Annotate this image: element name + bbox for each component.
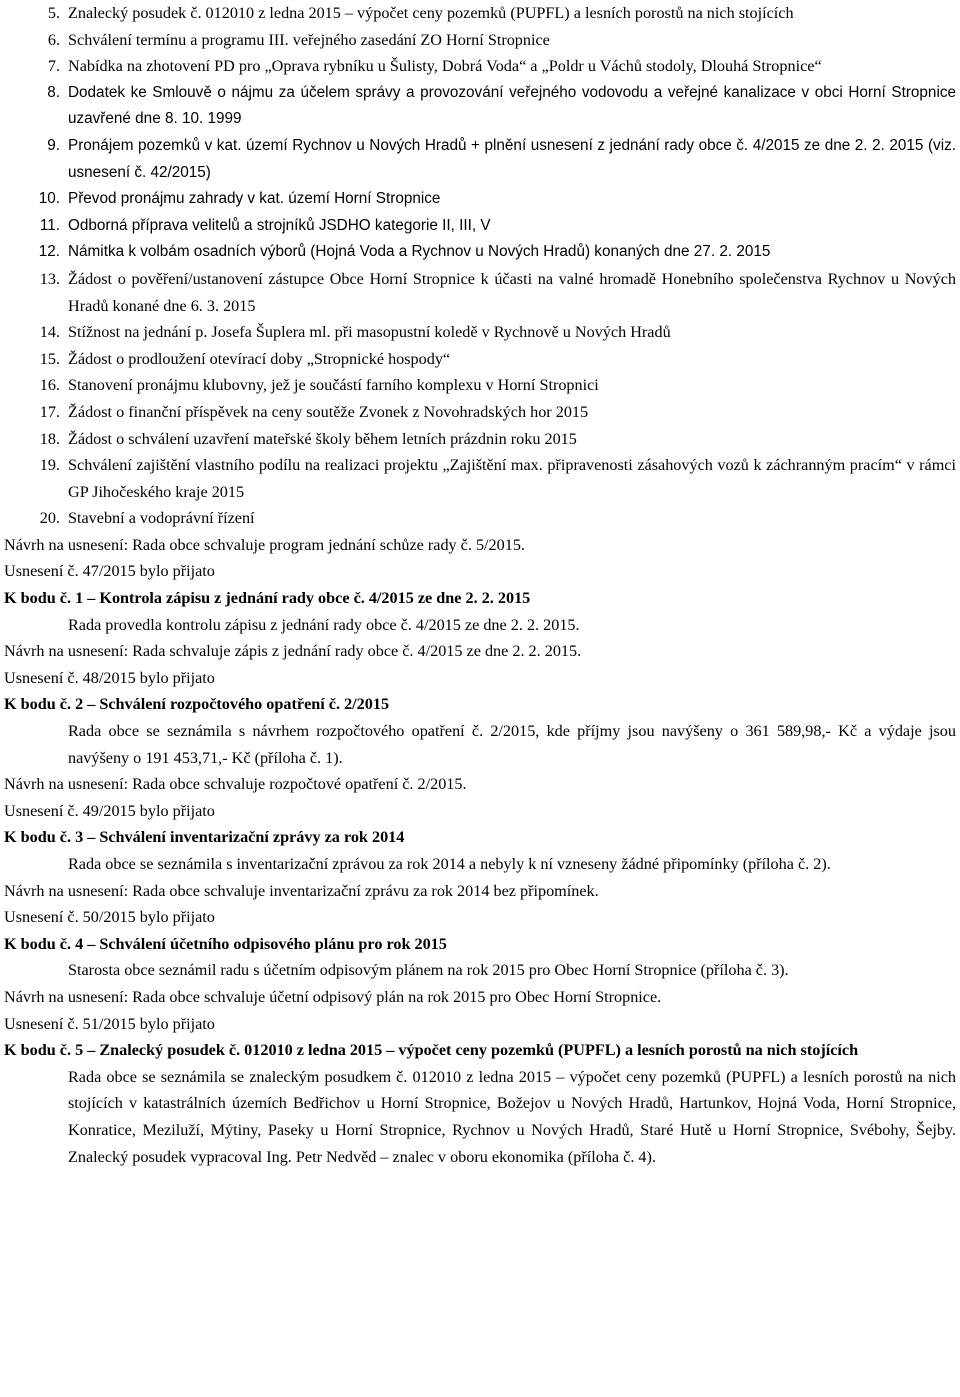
agenda-item-text: Převod pronájmu zahrady v kat. území Horní Stropnice (68, 190, 441, 208)
agenda-item-number: 7. (47, 57, 60, 76)
agenda-item (4, 239, 956, 266)
agenda-item-number: 14. (39, 323, 60, 342)
item-body: Rada obce se seznámila se znaleckým posudkem č. 012010 z ledna 2015 – výpočet ceny pozemků (PUPFL) a lesních porostů na nich stojících v katastrálních územích Bedřichov u Horní Stropnice, Božejov u Nových Hradů, Hartunkov, Hojná Voda, Horní Stropnice, Konratice, Meziluží, Mýtiny, Paseky u Horní Stropnice, Rychnov u Nových Hradů, Staré Hutě u Horní Stropnice, Svébohy, Šejby. Znalecký posudek vypracoval Ing. Petr Nedvěd – znalec v oboru ekonomika (příloha č. 4). (68, 1067, 956, 1166)
agenda-item-number: 6. (47, 30, 60, 49)
item-heading: K bodu č. 4 – Schválení účetního odpisového plánu pro rok 2015 (4, 934, 447, 953)
agenda-item (4, 0, 956, 27)
program-proposal: Návrh na usnesení: Rada obce schvaluje program jednání schůze rady č. 5/2015. (4, 535, 525, 554)
agenda-item-text: Stížnost na jednání p. Josefa Šuplera ml. při masopustní koledě v Rychnově u Nových Hradů (68, 323, 671, 342)
item-body: Rada obce se seznámila s návrhem rozpočtového opatření č. 2/2015, kde příjmy jsou navýšeny o 361 589,98,- Kč a výdaje jsou navýšeny o 191 453,71,- Kč (příloha č. 1). (68, 722, 956, 767)
agenda-item-number: 5. (47, 4, 60, 22)
agenda-item (4, 319, 956, 346)
agenda-item-number: 13. (39, 269, 60, 288)
agenda-list (4, 0, 956, 532)
agenda-item (4, 186, 956, 213)
item-body: Rada provedla kontrolu zápisu z jednání rady obce č. 4/2015 ze dne 2. 2. 2015. (68, 615, 580, 634)
agenda-item-text: Žádost o schválení uzavření mateřské školy během letních prázdnin roku 2015 (68, 429, 577, 448)
agenda-item (4, 399, 956, 426)
item-heading: K bodu č. 2 – Schválení rozpočtového opatření č. 2/2015 (4, 695, 390, 714)
agenda-item-number: 12. (38, 243, 60, 261)
agenda-item (4, 27, 956, 54)
agenda-item (4, 213, 956, 240)
agenda-item-text: Stavební a vodoprávní řízení (68, 509, 255, 528)
agenda-item-text: Znalecký posudek č. 012010 z ledna 2015 – výpočet ceny pozemků (PUPFL) a lesních porostů na nich stojících (68, 4, 794, 22)
agenda-item (4, 346, 956, 373)
agenda-item-text: Žádost o finanční příspěvek na ceny soutěže Zvonek z Novohradských hor 2015 (68, 402, 589, 421)
agenda-item (4, 53, 956, 80)
agenda-item (4, 80, 956, 133)
item-proposal: Návrh na usnesení: Rada obce schvaluje účetní odpisový plán na rok 2015 pro Obec Horní Stropnice. (4, 987, 662, 1006)
agenda-item-text: Schválení zajištění vlastního podílu na realizaci projektu „Zajištění max. připravenosti zásahových vozů k záchranným pracím“ v rámci GP Jihočeského kraje 2015 (68, 456, 956, 501)
item-heading: K bodu č. 3 – Schválení inventarizační zprávy za rok 2014 (4, 828, 405, 847)
item-body: Starosta obce seznámil radu s účetním odpisovým plánem na rok 2015 pro Obec Horní Stropnice (příloha č. 3). (68, 961, 789, 980)
agenda-item-number: 15. (39, 349, 60, 368)
agenda-item (4, 133, 956, 186)
item-3-section (4, 824, 956, 930)
agenda-item (4, 372, 956, 399)
agenda-item-text: Schválení termínu a programu III. veřejného zasedání ZO Horní Stropnice (68, 30, 550, 49)
agenda-item (4, 426, 956, 453)
agenda-item-number: 9. (47, 136, 60, 154)
agenda-item-text: Námitka k volbám osadních výborů (Hojná Voda a Rychnov u Nových Hradů) konaných dne 27. 2. 2015 (68, 243, 771, 261)
agenda-item-text: Žádost o prodloužení otevírací doby „Stropnické hospody“ (68, 349, 451, 368)
agenda-item-number: 11. (39, 216, 60, 234)
agenda-item-text: Žádost o pověření/ustanovení zástupce Obce Horní Stropnice k účasti na valné hromadě Honebního společenstva Rychnov u Nových Hradů konané dne 6. 3. 2015 (68, 269, 956, 315)
item-resolution: Usnesení č. 51/2015 bylo přijato (4, 1014, 215, 1033)
agenda-item (4, 266, 956, 319)
agenda-item (4, 452, 956, 505)
agenda-item (4, 505, 956, 532)
agenda-item-number: 20. (39, 509, 60, 528)
agenda-item-text: Stanovení pronájmu klubovny, jež je součástí farního komplexu v Horní Stropnici (68, 376, 599, 395)
item-resolution: Usnesení č. 50/2015 bylo přijato (4, 908, 215, 927)
item-4-section (4, 931, 956, 1037)
item-1-section (4, 585, 956, 691)
agenda-item-number: 10. (38, 190, 60, 208)
agenda-item-number: 19. (39, 456, 60, 475)
item-heading: K bodu č. 1 – Kontrola zápisu z jednání rady obce č. 4/2015 ze dne 2. 2. 2015 (4, 589, 531, 608)
item-proposal: Návrh na usnesení: Rada obce schvaluje rozpočtové opatření č. 2/2015. (4, 775, 467, 794)
item-proposal: Návrh na usnesení: Rada obce schvaluje inventarizační zprávu za rok 2014 bez připomínek. (4, 881, 599, 900)
item-2-section (4, 691, 956, 824)
item-body: Rada obce se seznámila s inventarizační zprávou za rok 2014 a nebyly k ní vzneseny žádné připomínky (příloha č. 2). (68, 855, 831, 873)
item-heading: K bodu č. 5 – Znalecký posudek č. 012010 z ledna 2015 – výpočet ceny pozemků (PUPFL) a lesních porostů na nich stojících (4, 1041, 859, 1060)
agenda-item-text: Nabídka na zhotovení PD pro „Oprava rybníku u Šulisty, Dobrá Voda“ a „Poldr u Váchů stodoly, Dlouhá Stropnice“ (68, 57, 822, 76)
agenda-item-number: 18. (39, 429, 60, 448)
agenda-item-number: 8. (47, 83, 60, 101)
item-proposal: Návrh na usnesení: Rada schvaluje zápis z jednání rady obce č. 4/2015 ze dne 2. 2. 2015. (4, 642, 582, 661)
agenda-item-text: Odborná příprava velitelů a strojníků JSDHO kategorie II, III, V (68, 216, 491, 234)
program-resolution: Usnesení č. 47/2015 bylo přijato (4, 562, 215, 581)
agenda-item-text: Pronájem pozemků v kat. území Rychnov u Nových Hradů + plnění usnesení z jednání rady obce č. 4/2015 ze dne 2. 2. 2015 (viz. usnesení č. 42/2015) (68, 136, 956, 181)
item-resolution: Usnesení č. 49/2015 bylo přijato (4, 801, 215, 820)
agenda-item-text: Dodatek ke Smlouvě o nájmu za účelem správy a provozování veřejného vodovodu a veřejné kanalizace v obci Horní Stropnice uzavřené dne 8. 10. 1999 (68, 83, 956, 128)
agenda-item-number: 16. (39, 376, 60, 395)
item-resolution: Usnesení č. 48/2015 bylo přijato (4, 668, 215, 687)
item-5-section (4, 1037, 956, 1170)
agenda-item-number: 17. (39, 402, 60, 421)
